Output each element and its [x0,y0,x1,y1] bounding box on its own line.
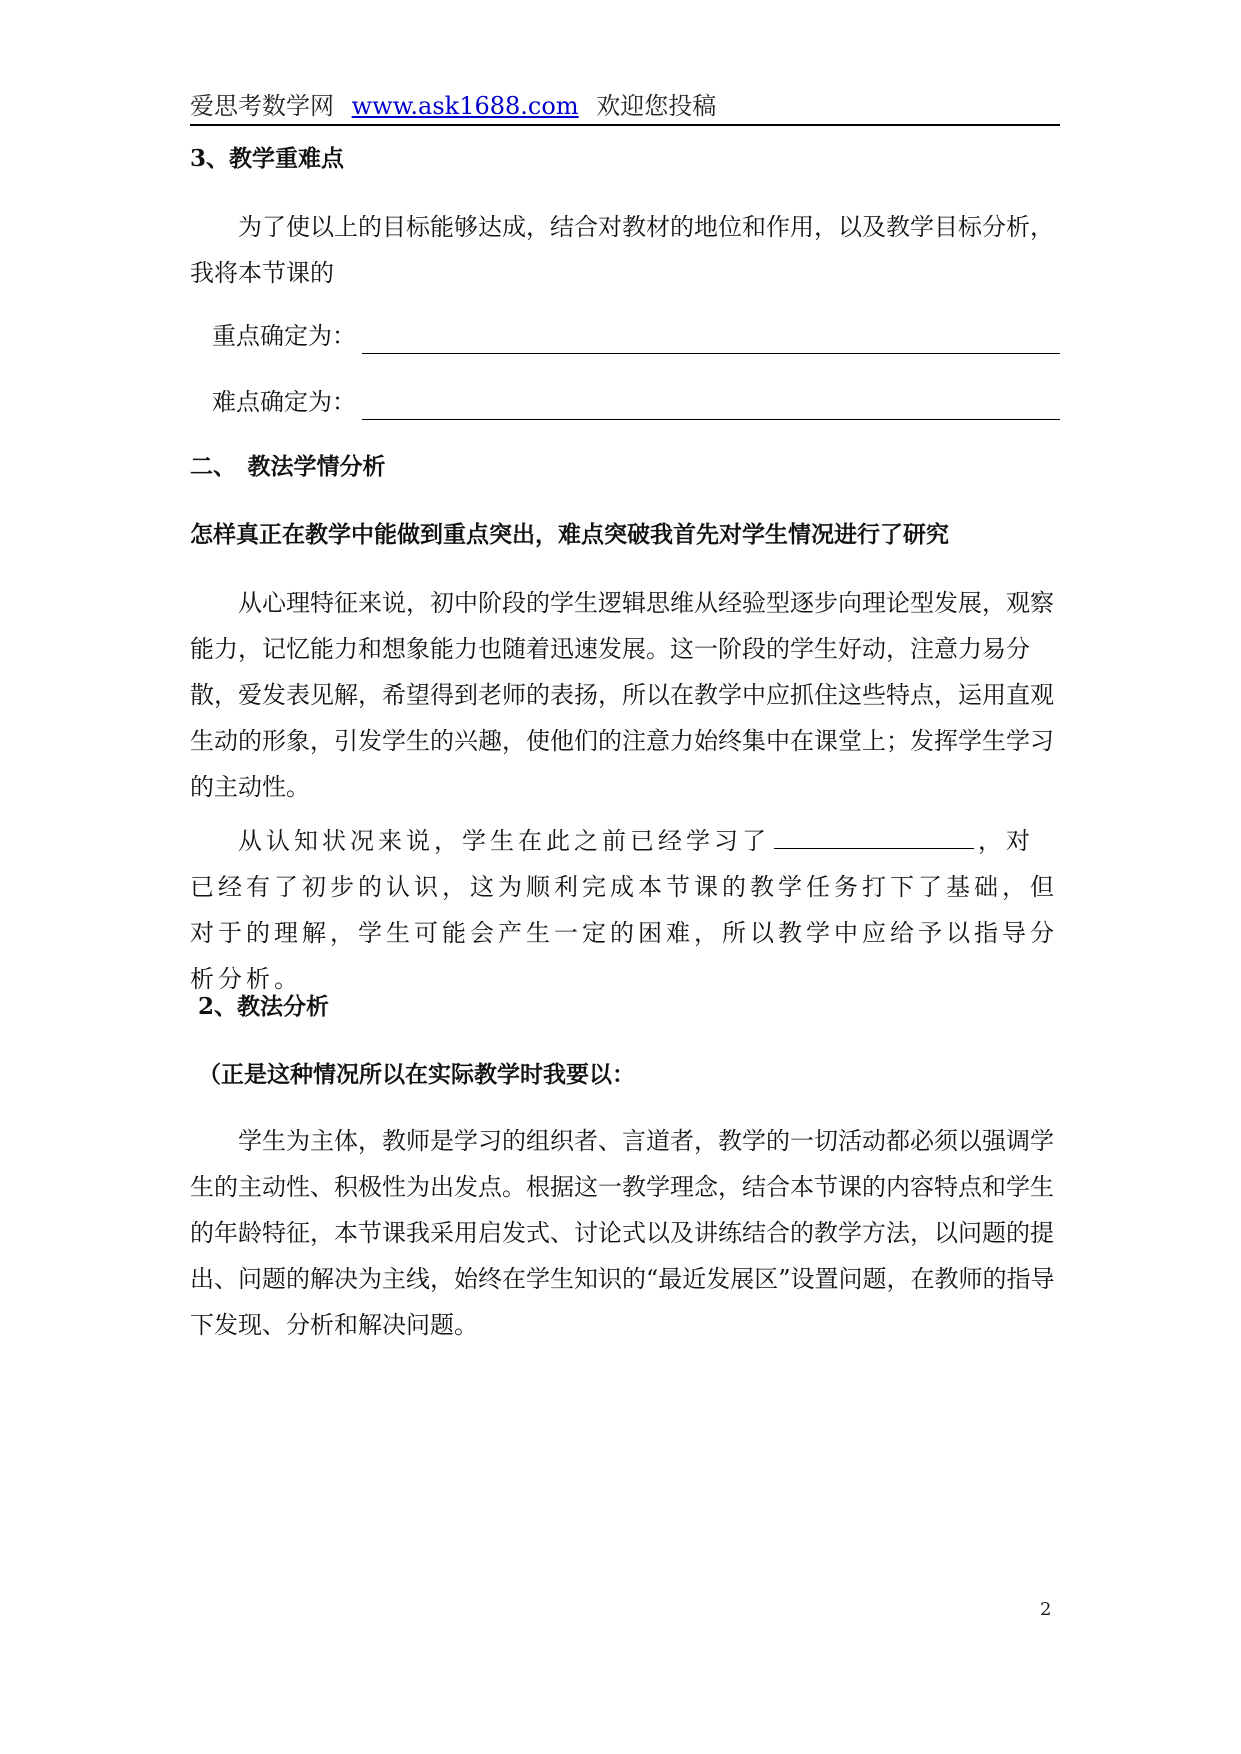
cognitive-blank-line [774,822,974,849]
section-heading-teaching-methods: 2、教法分析 [198,993,330,1020]
key-points-paragraph: 为了使以上的目标能够达成，结合对教材的地位和作用，以及教学目标分析，我将本节课的 [190,213,1054,287]
cognitive-text-start: 从认知状况来说，学生在此之前已经学习了 [238,827,770,855]
section-heading-key-points: 3、教学重难点 [190,145,345,172]
page-number: 2 [1040,1599,1052,1620]
site-url-link[interactable]: www.ask1688.com [351,92,579,120]
part-heading-analysis: 二、 教法学情分析 [190,453,386,480]
site-slogan: 欢迎您投稿 [596,92,717,120]
difficult-point-blank-line [362,389,1060,420]
teaching-methods-lead: （正是这种情况所以在实际教学时我要以： [198,1061,635,1088]
key-point-blank-line [362,323,1060,354]
analysis-intro: 怎样真正在教学中能做到重点突出，难点突破我首先对学生情况进行了研究 [190,521,949,548]
key-point-label: 重点确定为： [212,322,356,350]
psychology-paragraph: 从心理特征来说，初中阶段的学生逻辑思维从经验型逐步向理论型发展，观察能力，记忆能力和想象能力也随着迅速发展。这一阶段的学生好动，注意力易分散，爱发表见解，希望得到老师的表扬，所以在教学中应抓住这些特点，运用直观生动的形象，引发学生的兴趣，使他们的注意力始终集中在课堂上；发挥学生学习的主动性。 [190,589,1054,801]
site-name: 爱思考数学网 [190,92,334,120]
teaching-methods-paragraph: 学生为主体，教师是学习的组织者、言道者，教学的一切活动都必须以强调学生的主动性、积极性为出发点。根据这一教学理念，结合本节课的内容特点和学生的年龄特征，本节课我采用启发式、讨论式以及讲练结合的教学方法，以问题的提出、问题的解决为主线，始终在学生知识的“最近发展区”设置问题，在教师的指导下发现、分析和解决问题。 [190,1127,1055,1339]
cognitive-text-end: ，对已经有了初步的认识，这为顺利完成本节课的教学任务打下了基础，但对于的理解，学生可能会产生一定的困难，所以教学中应给予以指导分析分析。 [190,827,1058,993]
cognitive-paragraph [190,818,1060,1002]
page-header [190,88,1060,126]
difficult-point-row [212,384,1060,420]
key-point-row [212,318,1060,354]
difficult-point-label: 难点确定为： [212,388,356,416]
